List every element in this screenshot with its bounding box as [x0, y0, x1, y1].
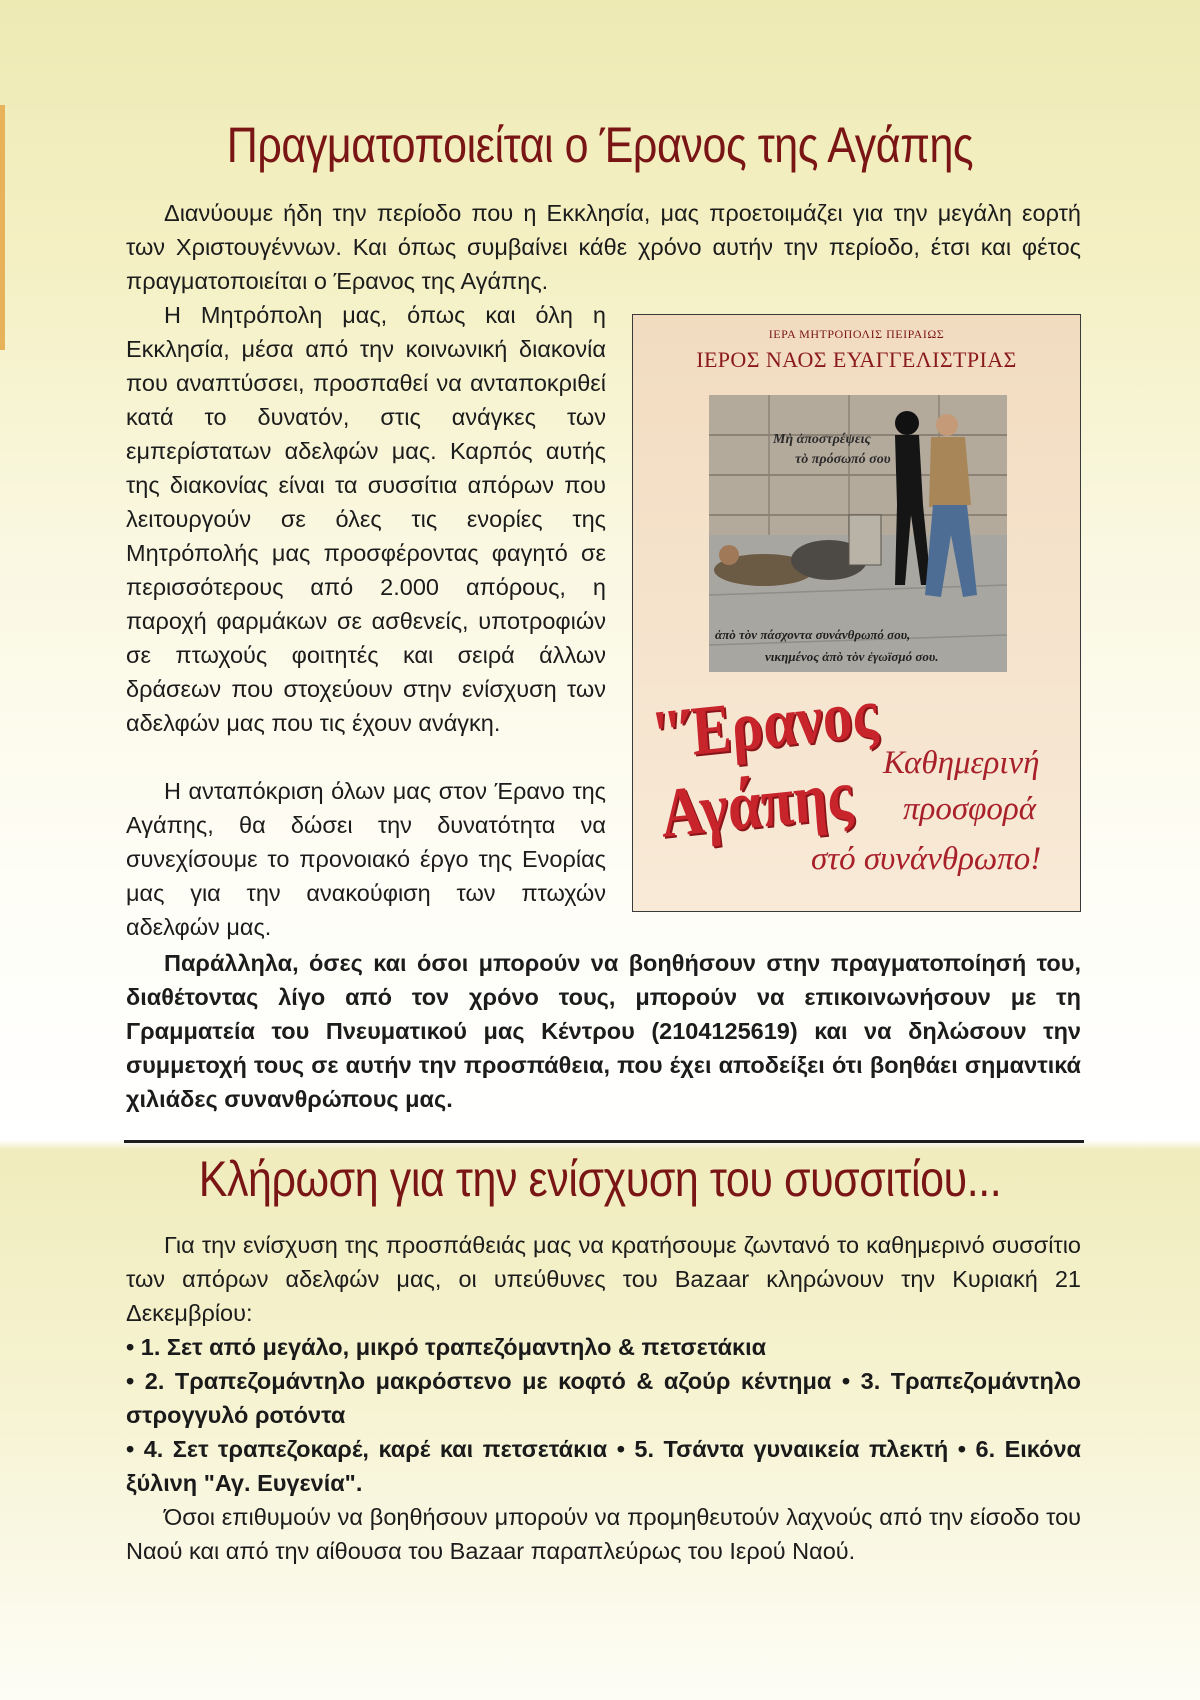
poster-slogan-line-1: Καθημερινή: [883, 745, 1040, 781]
diakonia-paragraph: Η Μητρόπολη μας, όπως και όλη η Εκκλησία, μέσα από την κοινωνική διακονία που αναπτύσσει, προσπαθεί να ανταποκριθεί κατά το δυνατόν, στις ανάγκες των εμπερίστατων αδελφών μας. Καρπός αυτής της διακονίας είναι τα συσσίτια απόρων που λειτουργούν σε όλες τις ενορίες της Μητρόπολής μας προσφέροντας φαγητό σε περισσότερους από 2.000 απόρους, η παροχή φαρμάκων σε ασθενείς, υποτροφιών σε πτωχούς φοιτητές και σειρά άλλων δράσεων που στοχεύουν στην ενίσχυση των αδελφών μας που τις έχουν ανάγκη.: [126, 302, 606, 736]
volunteer-paragraph: Παράλληλα, όσες και όσοι μπορούν να βοηθήσουν στην πραγματοποίησή του, διαθέτοντας λίγο από τον χρόνο τους, μπορούν να επικοινωνήσουν με τη Γραμματεία του Πνευματικού μας Κέντρου (2104125619) και να δηλώσουν την συμμετοχή τους σε αυτήν την προσπάθεια, που έχει αποδείξει ότι βοηθάει σημαντικά χιλιάδες συνανθρώπους μας.: [126, 950, 1081, 1112]
eranos-poster: [632, 314, 1081, 912]
section-divider: [124, 1140, 1084, 1143]
poster-church-name: ΙΕΡΟΣ ΝΑΟΣ ΕΥΑΓΓΕΛΙΣΤΡΙΑΣ: [696, 347, 1017, 372]
poster-title-agapis: Αγάπης: [658, 756, 855, 853]
section-title-klirosi: Κλήρωση για την ενίσχυση του συσσιτίου...: [198, 1151, 1002, 1207]
photo-caption-bottom-2: νικημένος ἀπὸ τὸν ἐγωϊσμό σου.: [765, 649, 939, 664]
prize-line-2: • 2. Τραπεζομάντηλο μακρόστενο με κοφτό & αζούρ κέντημα • 3. Τραπεζομάντηλο στρογγυλό ροτόντα: [126, 1368, 1081, 1428]
lottery-intro-paragraph: Για την ενίσχυση της προσπάθειάς μας να κρατήσουμε ζωντανό το καθημερινό συσσίτιο των απόρων αδελφών μας, οι υπεύθυνες του Bazaar κληρώνουν την Κυριακή 21 Δεκεμβρίου:: [126, 1232, 1081, 1326]
intro-paragraph: Διανύουμε ήδη την περίοδο που η Εκκλησία, μας προετοιμάζει για την μεγάλη εορτή των Χριστουγέννων. Και όπως συμβαίνει κάθε χρόνο αυτήν την περίοδο, έτσι και φέτος πραγματοποιείται ο Έρανος της Αγάπης.: [126, 200, 1081, 294]
poster-slogan-line-3: στό συνάνθρωπο!: [811, 841, 1042, 877]
photo-caption-top-2: τὸ πρόσωπό σου: [795, 452, 891, 467]
poster-photo: [709, 395, 1007, 672]
poster-slogan-line-2: προσφορά: [903, 791, 1037, 827]
prize-line-1: • 1. Σετ από μεγάλο, μικρό τραπεζόμαντηλο & πετσετάκια: [126, 1334, 767, 1360]
response-paragraph: Η ανταπόκριση όλων μας στον Έρανο της Αγάπης, θα δώσει την δυνατότητα να συνεχίσουμε το προνοιακό έργο της Ενορίας μας για την ανακούφιση των πτωχών αδελφών μας.: [126, 778, 606, 940]
prize-line-3: • 4. Σετ τραπεζοκαρέ, καρέ και πετσετάκια • 5. Τσάντα γυναικεία πλεκτή • 6. Εικόνα ξύλινη "Αγ. Ευγενία".: [126, 1436, 1081, 1496]
page-edge-marker: [0, 105, 5, 350]
tickets-paragraph: Όσοι επιθυμούν να βοηθήσουν μπορούν να προμηθευτούν λαχνούς από την είσοδο του Ναού και από την αίθουσα του Bazaar παραπλεύρως του Ιερού Ναού.: [126, 1504, 1081, 1564]
poster-metropolis-label: ΙΕΡΑ ΜΗΤΡΟΠΟΛΙΣ ΠΕΙΡΑΙΩΣ: [768, 327, 945, 341]
poster-title-eranos: "Έρανος: [648, 674, 881, 775]
photo-caption-top-1: Μὴ ἀποστρέψεις: [773, 432, 871, 447]
photo-caption-bottom-1: ἀπὸ τὸν πάσχοντα συνάνθρωπό σου,: [715, 627, 911, 642]
section-title-eranos: Πραγματοποιείται ο Έρανος της Αγάπης: [226, 117, 974, 173]
